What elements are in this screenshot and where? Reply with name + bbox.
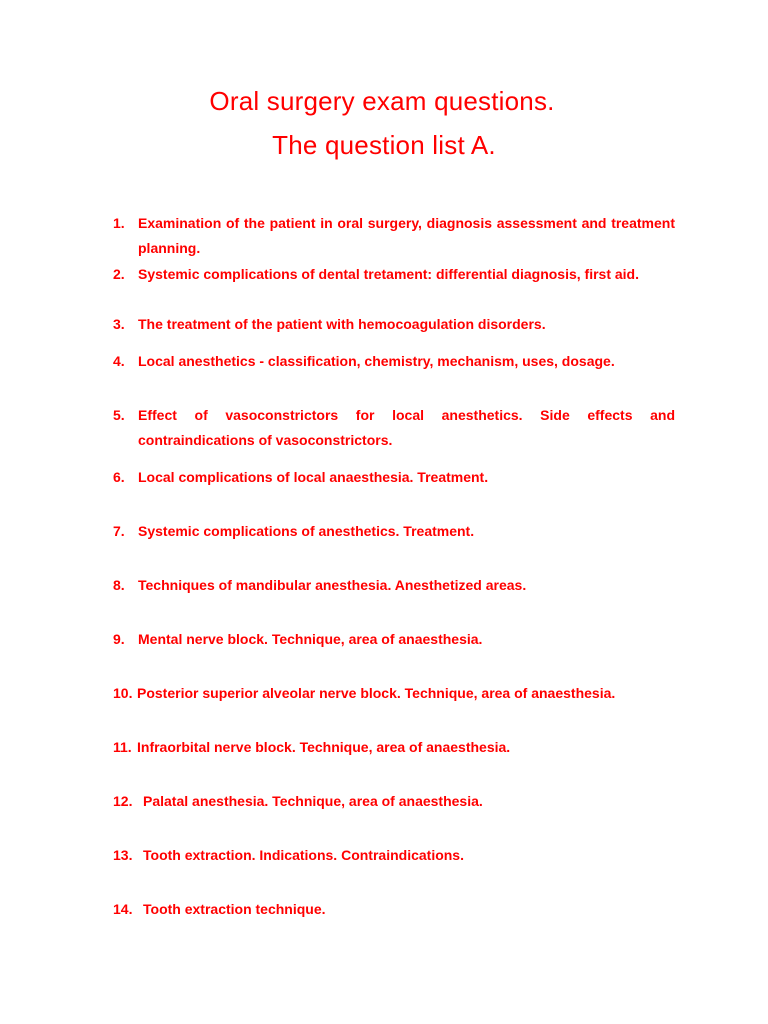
document-title: Oral surgery exam questions.	[209, 86, 555, 116]
question-item	[113, 349, 675, 374]
document-subtitle: The question list A.	[272, 130, 496, 160]
question-text: Local anesthetics - classification, chemistry, mechanism, uses, dosage.	[138, 353, 615, 369]
question-number: 6.	[113, 469, 125, 485]
question-text: Examination of the patient in oral surgery, diagnosis assessment and treatment planning.	[138, 215, 675, 256]
question-number: 9.	[113, 631, 125, 647]
question-number: 5.	[113, 407, 125, 423]
question-number: 4.	[113, 353, 125, 369]
question-number: 14.	[113, 901, 133, 917]
question-number: 1.	[113, 215, 125, 231]
question-item	[113, 262, 675, 287]
question-item	[113, 403, 675, 453]
question-text: Palatal anesthesia. Technique, area of anaesthesia.	[143, 793, 483, 809]
question-item	[113, 573, 675, 598]
question-item	[113, 211, 675, 261]
question-number: 13.	[113, 847, 133, 863]
question-item	[113, 735, 675, 760]
question-number: 8.	[113, 577, 125, 593]
question-text: Techniques of mandibular anesthesia. Anesthetized areas.	[138, 577, 527, 593]
question-text: Infraorbital nerve block. Technique, area of anaesthesia.	[137, 739, 511, 755]
question-text: Effect of vasoconstrictors for local anesthetics. Side effects and contraindications of vasoconstrictors.	[138, 407, 675, 448]
question-text: Mental nerve block. Technique, area of anaesthesia.	[138, 631, 483, 647]
question-number: 11.	[113, 739, 132, 755]
question-text: Systemic complications of anesthetics. Treatment.	[138, 523, 475, 539]
question-text: Tooth extraction technique.	[143, 901, 326, 917]
question-number: 10.	[113, 685, 133, 701]
question-item	[113, 519, 675, 544]
question-number: 3.	[113, 316, 125, 332]
question-item	[113, 897, 675, 922]
question-item	[113, 843, 675, 868]
question-item	[113, 627, 675, 652]
question-text: Posterior superior alveolar nerve block. Technique, area of anaesthesia.	[137, 685, 616, 701]
question-item	[113, 465, 675, 490]
question-item	[113, 312, 675, 337]
question-text: Tooth extraction. Indications. Contraindications.	[143, 847, 464, 863]
question-text: The treatment of the patient with hemocoagulation disorders.	[138, 316, 546, 332]
question-item	[113, 789, 675, 814]
question-number: 7.	[113, 523, 125, 539]
question-number: 12.	[113, 793, 133, 809]
question-item	[113, 681, 675, 706]
question-text: Local complications of local anaesthesia. Treatment.	[138, 469, 489, 485]
question-text: Systemic complications of dental tretament: differential diagnosis, first aid.	[138, 266, 639, 282]
question-number: 2.	[113, 266, 125, 282]
